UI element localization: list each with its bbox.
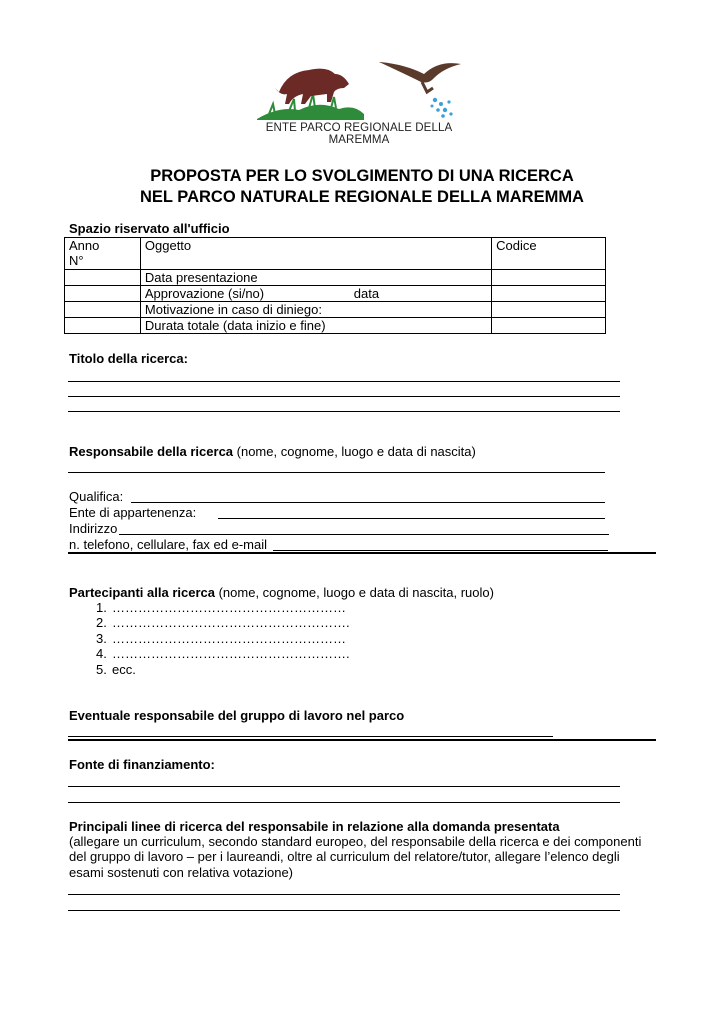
section-divider xyxy=(68,552,656,554)
titolo-line-3[interactable] xyxy=(68,411,620,412)
list-item[interactable] xyxy=(96,662,350,677)
telefono-label: n. telefono, cellulare, fax ed e-mail xyxy=(69,537,267,552)
list-item[interactable] xyxy=(96,631,350,646)
water-icon xyxy=(431,98,453,118)
empty-cell[interactable] xyxy=(65,286,141,302)
list-item[interactable] xyxy=(96,646,350,661)
empty-cell[interactable] xyxy=(65,318,141,334)
linee-note: (allegare un curriculum, secondo standard europeo, del responsabile della ricerca e dei componenti del gruppo di lavoro – per i laureandi, oltre al curriculum del relatore/tutor, allegare l’elenco degli esami sostenuti con relativa votazione) xyxy=(69,834,642,880)
osprey-icon xyxy=(379,62,461,83)
list-text: ……………………………………………… xyxy=(112,630,346,646)
partecipanti-label xyxy=(69,585,494,600)
titolo-line-2[interactable] xyxy=(68,396,620,397)
list-number: 5. xyxy=(96,661,107,677)
linee-label: Principali linee di ricerca del responsabile in relazione alla domanda presentata xyxy=(69,819,560,834)
document-title-line1: PROPOSTA PER LO SVOLGIMENTO DI UNA RICERCA xyxy=(150,167,574,185)
empty-cell[interactable] xyxy=(492,286,606,302)
data-presentazione-cell[interactable]: Data presentazione xyxy=(140,270,491,286)
list-text: ecc. xyxy=(112,661,136,677)
partecipanti-label-bold: Partecipanti alla ricerca xyxy=(69,585,215,600)
motivazione-cell[interactable]: Motivazione in caso di diniego: xyxy=(140,302,491,318)
fonte-label: Fonte di finanziamento: xyxy=(69,757,215,772)
partecipanti-label-note: (nome, cognome, luogo e data di nascita, ruolo) xyxy=(214,585,494,600)
document-title-line2: NEL PARCO NATURALE REGIONALE DELLA MAREMMA xyxy=(140,188,584,206)
responsabile-line[interactable] xyxy=(68,472,605,473)
list-number: 1. xyxy=(96,600,107,615)
indirizzo-label: Indirizzo xyxy=(69,521,118,536)
fonte-line-1[interactable] xyxy=(68,786,620,787)
park-logo xyxy=(239,44,479,146)
durata-cell[interactable]: Durata totale (data inizio e fine) xyxy=(140,318,491,334)
titolo-label: Titolo della ricerca: xyxy=(69,351,188,366)
empty-cell[interactable] xyxy=(492,302,606,318)
oggetto-cell[interactable]: Oggetto xyxy=(140,238,491,270)
ente-field[interactable] xyxy=(218,518,605,519)
telefono-field[interactable] xyxy=(273,550,608,551)
empty-cell[interactable] xyxy=(492,270,606,286)
empty-cell[interactable] xyxy=(492,318,606,334)
linee-line-2[interactable] xyxy=(68,910,620,911)
eventuale-label: Eventuale responsabile del gruppo di lavoro nel parco xyxy=(69,708,405,723)
linee-line-1[interactable] xyxy=(68,894,620,895)
responsabile-label-note: (nome, cognome, luogo e data di nascita) xyxy=(233,444,476,459)
list-number: 4. xyxy=(96,646,107,662)
qualifica-label: Qualifica: xyxy=(69,489,124,504)
office-table xyxy=(64,237,606,334)
table-row xyxy=(65,238,606,270)
table-row xyxy=(65,286,606,302)
responsabile-label xyxy=(69,444,476,459)
data-label: data xyxy=(353,286,380,301)
responsabile-label-bold: Responsabile della ricerca xyxy=(69,444,234,459)
list-text: ………………………………………………. xyxy=(112,646,350,662)
eventuale-field[interactable] xyxy=(68,736,553,737)
list-text: ………………………………………………. xyxy=(112,615,350,631)
empty-cell[interactable] xyxy=(65,302,141,318)
list-item[interactable] xyxy=(96,615,350,630)
numero-label: N° xyxy=(69,253,84,268)
fonte-line-2[interactable] xyxy=(68,802,620,803)
approvazione-cell[interactable] xyxy=(140,286,491,302)
ente-label: Ente di appartenenza: xyxy=(69,505,197,520)
partecipanti-list xyxy=(96,600,350,677)
anno-label: Anno xyxy=(69,238,100,253)
list-text: ……………………………………………… xyxy=(112,600,346,615)
office-heading: Spazio riservato all'ufficio xyxy=(69,221,230,236)
titolo-line-1[interactable] xyxy=(68,381,620,382)
list-number: 3. xyxy=(96,630,107,646)
list-number: 2. xyxy=(96,615,107,631)
table-row xyxy=(65,302,606,318)
logo-graphic xyxy=(239,44,479,124)
section-divider xyxy=(68,739,656,741)
table-row xyxy=(65,270,606,286)
park-name: ENTE PARCO REGIONALE DELLA MAREMMA xyxy=(265,122,453,146)
codice-cell[interactable]: Codice xyxy=(492,238,606,270)
indirizzo-field[interactable] xyxy=(119,534,609,535)
anno-cell[interactable] xyxy=(65,238,141,270)
empty-cell[interactable] xyxy=(65,270,141,286)
list-item[interactable] xyxy=(96,600,350,615)
approvazione-label: Approvazione (si/no) xyxy=(144,286,265,301)
qualifica-field[interactable] xyxy=(131,502,605,503)
table-row xyxy=(65,318,606,334)
